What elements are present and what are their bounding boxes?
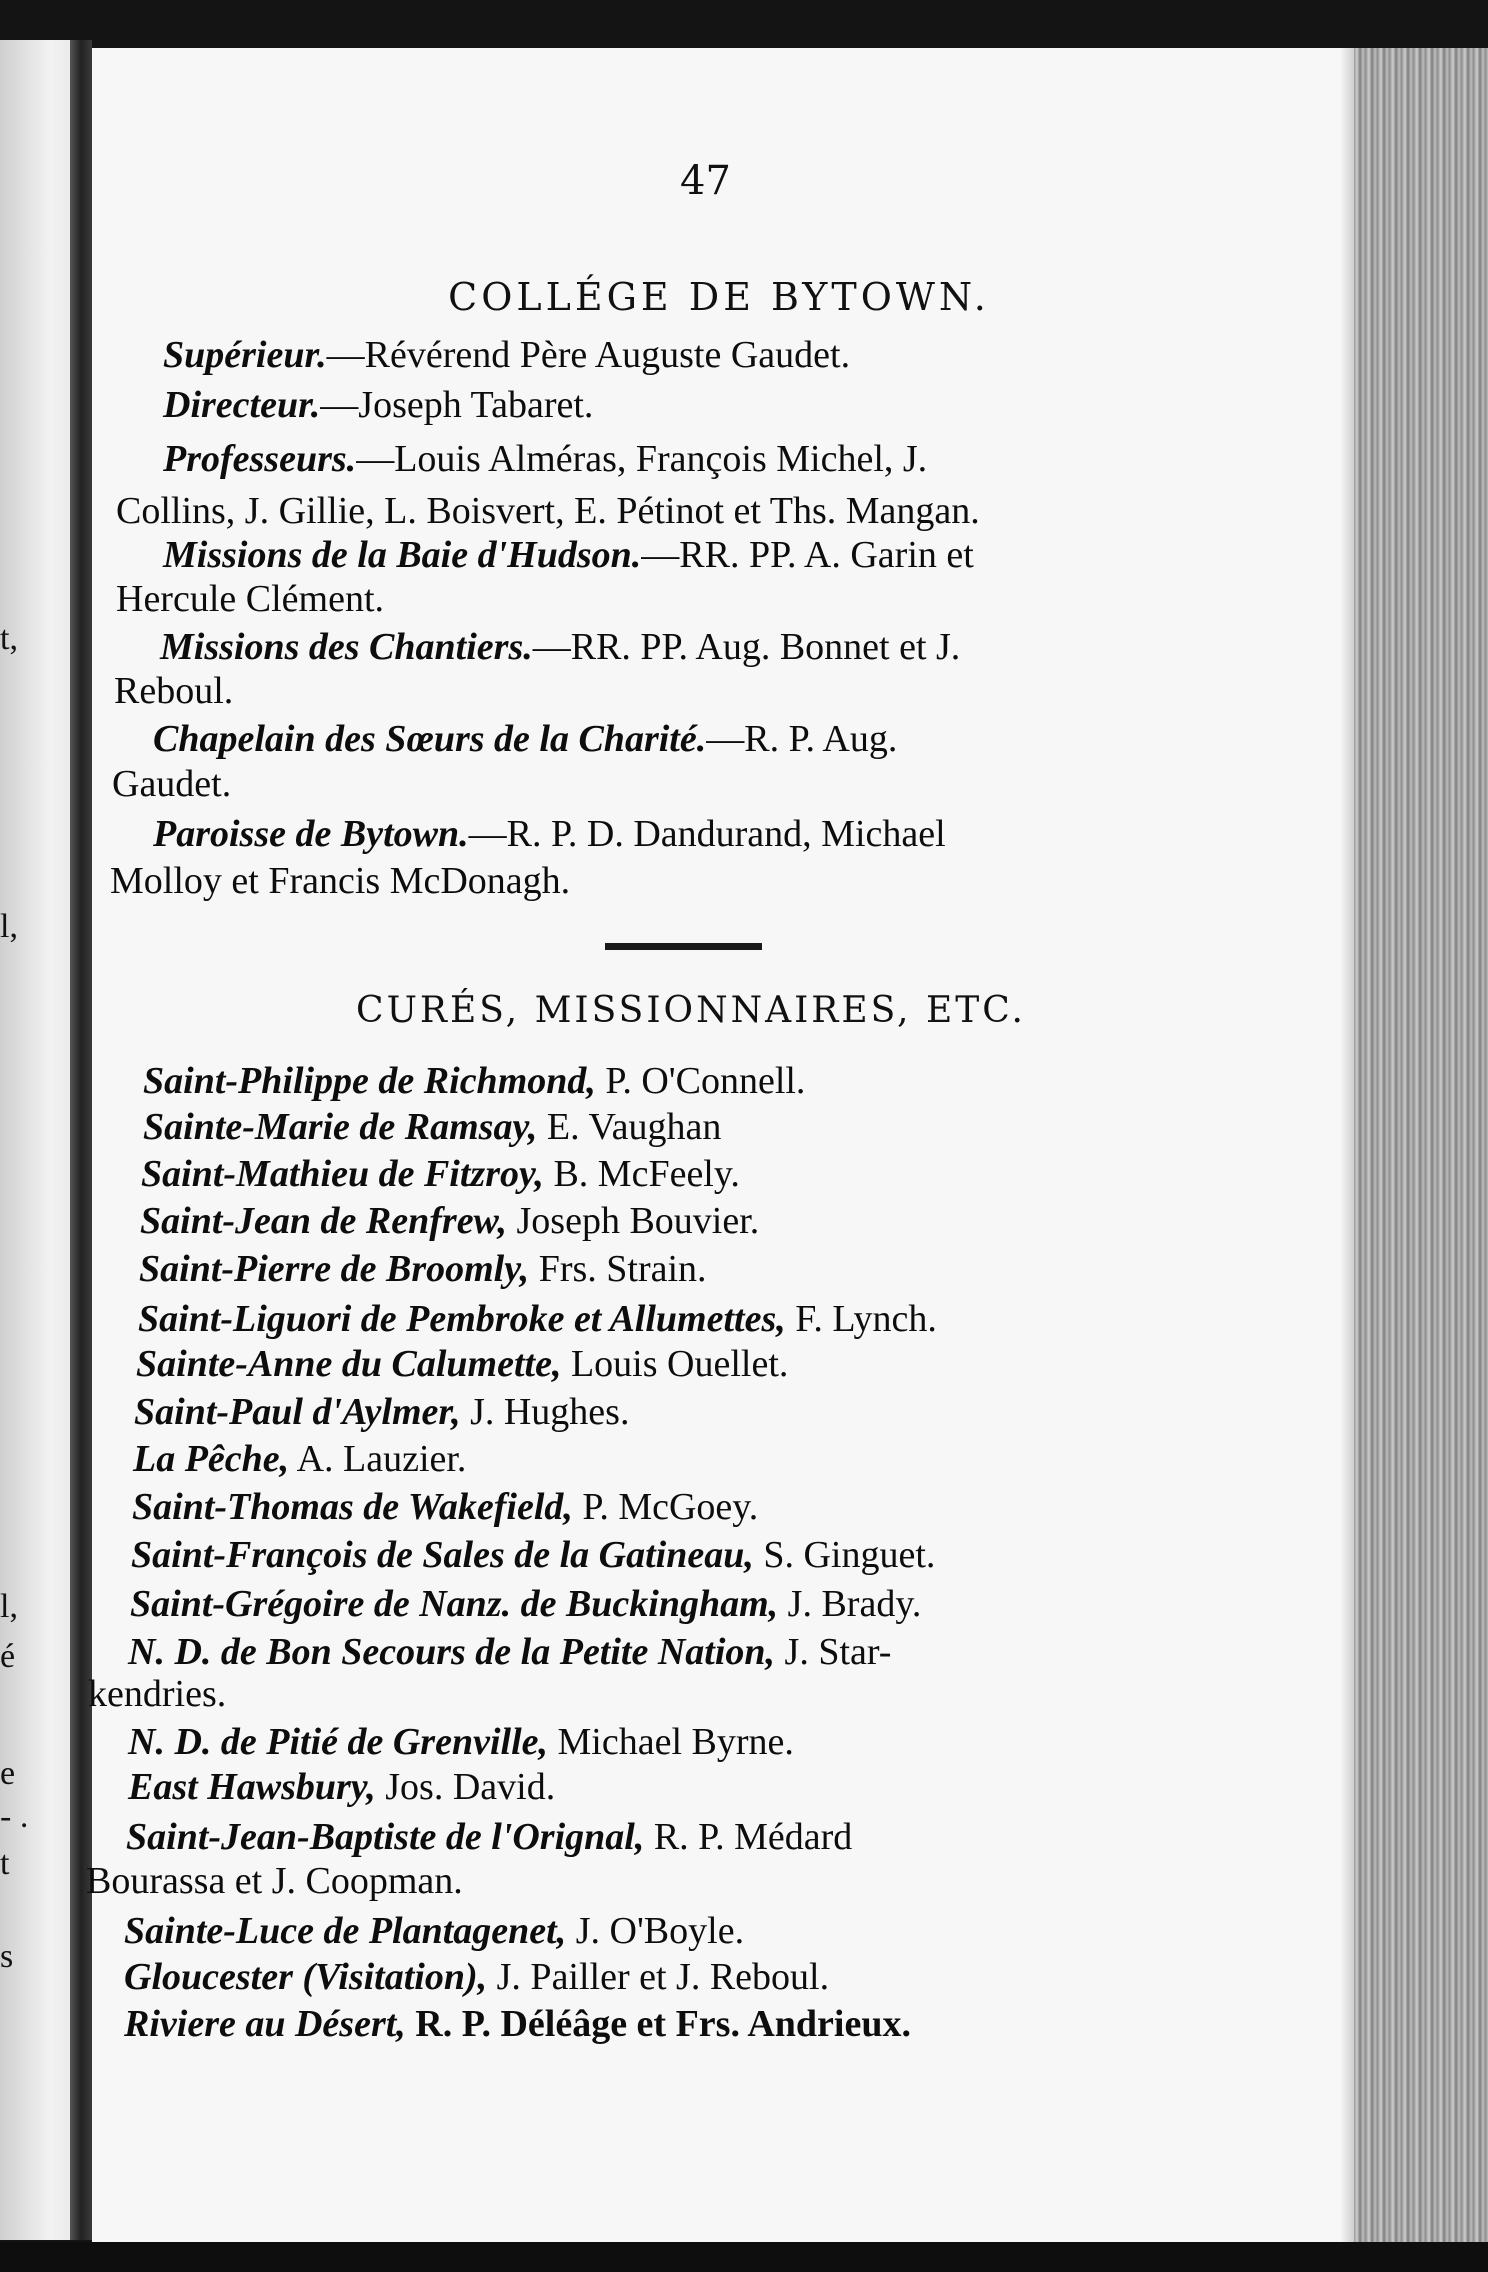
book-gutter bbox=[70, 40, 92, 2240]
college-entry: Missions de la Baie d'Hudson.—RR. PP. A. Garin et bbox=[163, 534, 974, 576]
cure-entry: Sainte-Luce de Plantagenet, J. O'Boyle. bbox=[124, 1910, 745, 1952]
section-heading-cures: CURÉS, MISSIONNAIRES, ETC. bbox=[356, 990, 1026, 1031]
left-page-fragment: t bbox=[0, 1845, 10, 1882]
cure-entry: N. D. de Pitié de Grenville, Michael Byrne. bbox=[128, 1721, 794, 1763]
section-heading-college: COLLÉGE DE BYTOWN. bbox=[448, 275, 990, 319]
college-entry: Directeur.—Joseph Tabaret. bbox=[163, 384, 594, 426]
page-number: 47 bbox=[680, 158, 731, 204]
cure-entry: Saint-Jean de Renfrew, Joseph Bouvier. bbox=[140, 1200, 760, 1242]
cure-entry: Saint-Jean-Baptiste de l'Orignal, R. P. Médard bbox=[126, 1816, 853, 1858]
cure-entry: N. D. de Bon Secours de la Petite Nation, J. Star- bbox=[128, 1631, 892, 1673]
cure-entry: Saint-Grégoire de Nanz. de Buckingham, J. Brady. bbox=[130, 1583, 922, 1625]
college-entry: Supérieur.—Révérend Père Auguste Gaudet. bbox=[163, 334, 851, 376]
cure-entry: La Pêche, A. Lauzier. bbox=[133, 1438, 467, 1480]
cure-entry: Saint-Paul d'Aylmer, J. Hughes. bbox=[134, 1391, 630, 1433]
scan-border bbox=[0, 2242, 1488, 2272]
page-stack-edge bbox=[1354, 48, 1488, 2272]
cure-entry: Saint-Thomas de Wakefield, P. McGoey. bbox=[132, 1486, 759, 1528]
college-entry-continuation: Hercule Clément. bbox=[116, 578, 385, 620]
college-entry: Professeurs.—Louis Alméras, François Michel, J. bbox=[163, 438, 928, 480]
left-page-fragment: - . bbox=[0, 1798, 29, 1835]
cure-entry: Riviere au Désert, R. P. Déléâge et Frs. Andrieux. bbox=[124, 2003, 911, 2045]
college-entry: Missions des Chantiers.—RR. PP. Aug. Bonnet et J. bbox=[160, 626, 961, 668]
left-page-fragment: é bbox=[0, 1638, 16, 1675]
college-entry: Chapelain des Sœurs de la Charité.—R. P. Aug. bbox=[153, 718, 898, 760]
college-entry-continuation: Gaudet. bbox=[112, 763, 232, 805]
cure-entry-continuation: Bourassa et J. Coopman. bbox=[86, 1860, 463, 1902]
left-page-fragment: l, bbox=[0, 908, 18, 945]
left-page-fragment: t, bbox=[0, 620, 18, 657]
section-divider bbox=[605, 943, 762, 950]
college-entry-continuation: Molloy et Francis McDonagh. bbox=[110, 860, 571, 902]
left-page-fragment: l, bbox=[0, 1588, 18, 1625]
cure-entry: Saint-Philippe de Richmond, P. O'Connell. bbox=[143, 1060, 806, 1102]
cure-entry: East Hawsbury, Jos. David. bbox=[128, 1766, 556, 1808]
left-page-fragment: e bbox=[0, 1755, 16, 1792]
college-entry: Paroisse de Bytown.—R. P. D. Dandurand, Michael bbox=[153, 813, 946, 855]
college-entry-continuation: Collins, J. Gillie, L. Boisvert, E. Pétinot et Ths. Mangan. bbox=[116, 490, 980, 532]
cure-entry: Saint-François de Sales de la Gatineau, S. Ginguet. bbox=[131, 1534, 936, 1576]
cure-entry: Saint-Mathieu de Fitzroy, B. McFeely. bbox=[141, 1153, 740, 1195]
cure-entry: Saint-Pierre de Broomly, Frs. Strain. bbox=[139, 1248, 707, 1290]
left-page-fragment: s bbox=[0, 1938, 14, 1975]
cure-entry: Sainte-Anne du Calumette, Louis Ouellet. bbox=[136, 1343, 789, 1385]
college-entry-continuation: Reboul. bbox=[114, 670, 234, 712]
cure-entry: Gloucester (Visitation), J. Pailler et J. Reboul. bbox=[124, 1956, 830, 1998]
cure-entry: Saint-Liguori de Pembroke et Allumettes, F. Lynch. bbox=[138, 1298, 937, 1340]
cure-entry-continuation: kendries. bbox=[88, 1673, 227, 1715]
cure-entry: Sainte-Marie de Ramsay, E. Vaughan bbox=[143, 1106, 722, 1148]
